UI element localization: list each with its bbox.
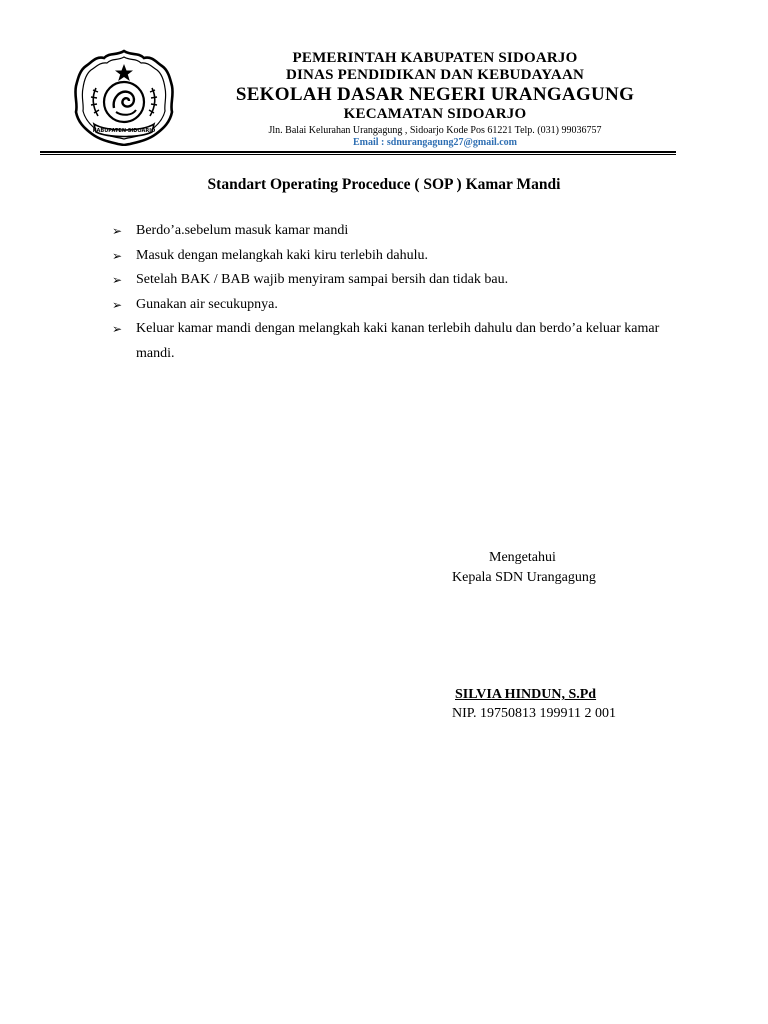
letterhead-government: PEMERINTAH KABUPATEN SIDOARJO xyxy=(292,50,578,66)
letterhead-district: KECAMATAN SIDOARJO xyxy=(343,106,527,122)
email-link[interactable]: sdnurangagung27@gmail.com xyxy=(386,137,518,148)
arrow-bullet-icon: ➢ xyxy=(112,322,123,336)
letterhead xyxy=(190,50,680,149)
list-item xyxy=(112,244,672,269)
list-item xyxy=(112,293,672,318)
arrow-bullet-icon: ➢ xyxy=(112,297,123,312)
signature-name: SILVIA HINDUN, S.Pd xyxy=(455,687,597,702)
list-item-text: Gunakan air secukupnya. xyxy=(136,296,278,312)
list-item-text: Setelah BAK / BAB wajib menyiram sampai bersih dan tidak bau. xyxy=(136,272,509,287)
arrow-bullet-icon: ➢ xyxy=(112,248,123,263)
signature-role: Kepala SDN Urangagung xyxy=(452,570,596,585)
letterhead-divider-thin xyxy=(40,154,676,155)
sop-list xyxy=(112,219,672,366)
letterhead-school-name: SEKOLAH DASAR NEGERI URANGAGUNG xyxy=(235,84,635,105)
arrow-bullet-icon: ➢ xyxy=(112,224,123,238)
letterhead-email-line xyxy=(190,137,680,149)
list-item xyxy=(112,268,672,293)
list-item-text: Berdo’a.sebelum masuk kamar mandi xyxy=(136,223,349,238)
list-item-text: Masuk dengan melangkah kaki kiru terlebih dahulu. xyxy=(136,247,428,263)
list-item xyxy=(112,317,672,366)
list-item xyxy=(112,219,672,244)
arrow-bullet-icon: ➢ xyxy=(112,273,123,287)
document-title: Standart Operating Proceduce ( SOP ) Kamar Mandi xyxy=(207,176,561,193)
emblem-banner-text: KABUPATEN SIDOARJO xyxy=(92,128,156,134)
letterhead-department: DINAS PENDIDIKAN DAN KEBUDAYAAN xyxy=(285,67,585,83)
signature-acknowledged: Mengetahui xyxy=(489,550,556,565)
list-item-text: Keluar kamar mandi dengan melangkah kaki kanan terlebih dahulu dan berdo’a keluar kamar mandi. xyxy=(136,321,660,361)
letterhead-address: Jln. Balai Kelurahan Urangagung , Sidoarjo Kode Pos 61221 Telp. (031) 99036757 xyxy=(268,125,602,136)
signature-nip: NIP. 19750813 199911 2 001 xyxy=(452,706,616,721)
email-label: Email : xyxy=(352,137,387,148)
sidoarjo-regency-emblem-icon xyxy=(72,48,176,146)
letterhead-divider xyxy=(40,151,676,153)
